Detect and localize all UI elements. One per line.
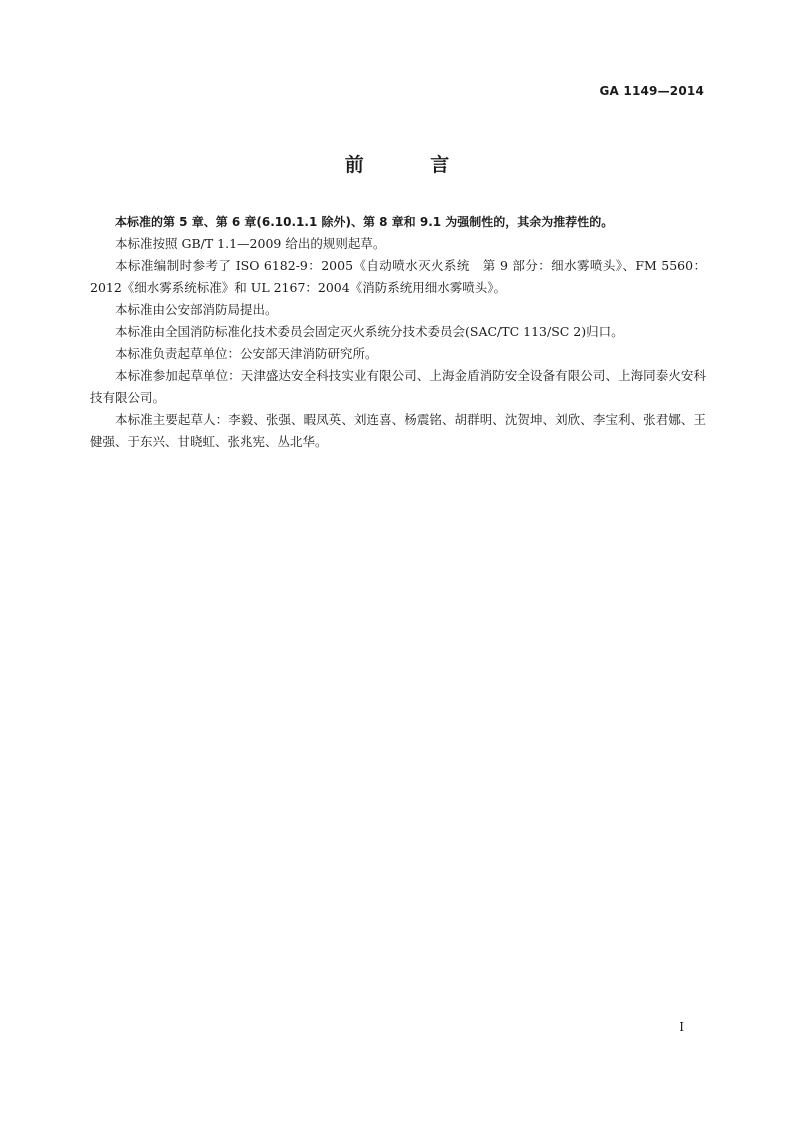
page-title: 前 言: [344, 154, 480, 176]
paragraph-proposer: 本标准由公安部消防局提出。: [115, 302, 278, 317]
foreword-body: [90, 211, 706, 453]
paragraph-lead-drafter: 本标准负责起草单位：公安部天津消防研究所。: [115, 346, 378, 361]
standard-code: GA 1149—2014: [599, 84, 704, 98]
paragraph-mandatory-clauses: 本标准的第 5 章、第 6 章(6.10.1.1 除外)、第 8 章和 9.1 为强制性的，其余为推荐性的。: [115, 215, 614, 229]
paragraph-participating-drafters: 本标准参加起草单位：天津盛达安全科技实业有限公司、上海金盾消防安全设备有限公司、上海同泰火安科技有限公司。: [90, 368, 706, 405]
paragraph-references: 本标准编制时参考了 ISO 6182-9：2005《自动喷水灭火系统 第 9 部分：细水雾喷头》、FM 5560：2012《细水雾系统标准》和 UL 2167：2004《消防系统用细水雾喷头》。: [90, 258, 706, 295]
page-number: I: [679, 1020, 684, 1034]
paragraph-main-drafters: 本标准主要起草人：李毅、张强、暇凤英、刘连喜、杨震铭、胡群明、沈贺坤、刘欣、李宝利、张君娜、王健强、于东兴、甘晓虹、张兆宪、丛北华。: [90, 412, 706, 449]
paragraph-committee: 本标准由全国消防标准化技术委员会固定灭火系统分技术委员会(SAC/TC 113/SC 2)归口。: [115, 324, 624, 339]
paragraph-drafting-rules: 本标准按照 GB/T 1.1—2009 给出的规则起草。: [115, 236, 386, 251]
